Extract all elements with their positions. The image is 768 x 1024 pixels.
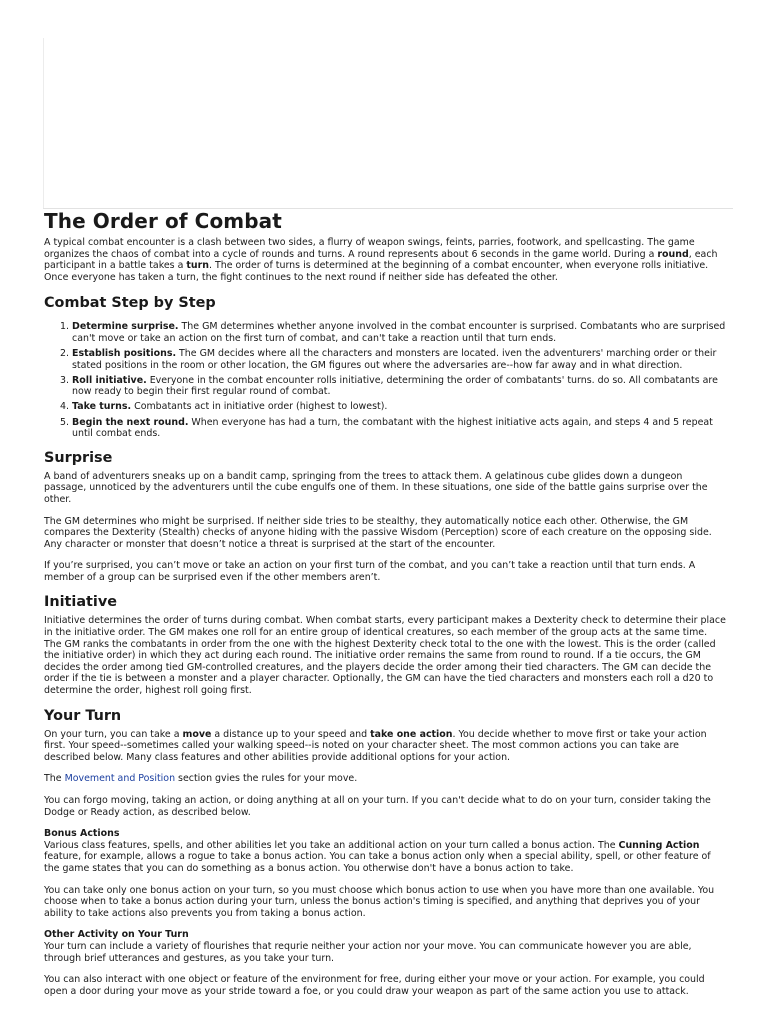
heading-your-turn: Your Turn (44, 707, 122, 724)
intro-paragraph (44, 237, 726, 283)
heading-initiative: Initiative (44, 594, 118, 611)
other-activity-paragraph: You can also interact with one object or feature of the environment for free, during either your move or your action. For example, you could open a door during your move as your stride toward a foe, or you could draw your weapon as part of the same action you use to attack. (44, 974, 705, 997)
step-text: When everyone has had a turn, the combatant with the highest initiative acts again, and steps 4 and 5 repeat until combat ends. (72, 416, 713, 440)
intro-text: , each participant in a battle takes a (44, 248, 718, 272)
heading-combat-step-by-step: Combat Step by Step (44, 295, 216, 312)
step-text: The GM decides where all the characters and monsters are located. iven the adventurers' marching order or their stated positions in the room or other location, the GM figures out where the adversaries are--how far away and in what direction. (72, 348, 717, 371)
movement-and-position-link[interactable]: Movement and Position (64, 773, 176, 785)
your-turn-text: On your turn, you can take a (44, 728, 183, 740)
intro-text: A typical combat encounter is a clash between two sides, a flurry of weapon swings, feints, parries, footwork, and spellcasting. The game organizes the chaos of combat into a cycle of rounds and turns. A round represents about 6 seconds in the game world. During a (44, 237, 695, 260)
movement-reference-paragraph (44, 773, 726, 785)
initiative-paragraph: Initiative determines the order of turns during combat. When combat starts, every participant makes a Dexterity check to determine their place in the initiative order. The GM makes one roll for an entire group of identical creatures, so each member of the group acts at the same time. The GM ranks the combatants in order from the one with the highest Dexterity check total to the one with the lowest. This is the order (called the initiative order) in which they act during each round. The initiative order remains the same from round to round. If a tie occurs, the GM decides the order among tied GM-controlled creatures, and the players decide the order among their tied characters. The GM can decide the order if the tie is between a monster and a player character. Optionally, the GM can have the tied characters and monsters each roll a d20 to determine the order, highest roll going first. (44, 615, 726, 697)
other-activity-paragraph: Your turn can include a variety of flourishes that requrie neither your action nor your move. You can communicate however you are able, through brief utterances and gestures, as you take your turn. (44, 940, 692, 964)
your-turn-paragraph (44, 729, 726, 764)
bonus-text: Various class features, spells, and other abilities let you take an additional action on your turn called a bonus action. The (44, 839, 619, 851)
your-turn-text: . You decide whether to move first or take your action first. Your speed--sometimes called your walking speed--is noted on your character sheet. The most common actions you can take are described below. Many class features and other abilities provide additional options for your action. (44, 728, 707, 763)
list-item (72, 321, 726, 344)
step-text: The GM determines whether anyone involved in the combat encounter is surprised. Combatants who are surprised can't move or take an action on the first turn of combat, and can't take a reaction until that turn ends. (72, 321, 726, 344)
subheading-other-activity: Other Activity on Your Turn (44, 929, 189, 941)
step-label: Take turns. (72, 401, 132, 413)
list-item (72, 375, 726, 398)
step-label: Establish positions. (72, 348, 177, 360)
bonus-text: feature, for example, allows a rogue to take a bonus action. You can take a bonus action only when a special ability, spell, or other feature of the game states that you can do something as a bonus action. You otherwise don't have a bonus action to take. (44, 851, 711, 874)
your-turn-text: a distance up to your speed and (211, 728, 371, 740)
page-title: The Order of Combat (44, 209, 282, 233)
reference-text: section gvies the rules for your move. (175, 773, 358, 785)
reference-text: The (44, 773, 65, 785)
bonus-actions-paragraph: You can take only one bonus action on your turn, so you must choose which bonus action to use when you have more than one available. You choose when to take a bonus action during your turn, unless the bonus action's timing is specified, and anything that deprives you of your ability to take actions also prevents you from taking a bonus action. (44, 884, 715, 919)
bold-cunning-action: Cunning Action (618, 839, 700, 851)
combat-steps-list (44, 321, 726, 439)
surprise-paragraph: The GM determines who might be surprised. If neither side tries to be stealthy, they automatically notice each other. Otherwise, the GM compares the Dexterity (Stealth) checks of anyone hiding with the passive Wisdom (Perception) score of each creature on the opposing side. Any character or monster that doesn’t notice a threat is surprised at the start of the encounter. (44, 515, 712, 550)
bold-take-one-action: take one action (370, 728, 453, 740)
step-label: Roll initiative. (72, 374, 147, 386)
step-label: Determine surprise. (72, 321, 179, 333)
list-item (72, 401, 726, 413)
subheading-bonus-actions: Bonus Actions (44, 828, 120, 840)
step-text: Everyone in the combat encounter rolls initiative, determining the order of combatants' turns. do so. All combatants are now ready to begin their first regular round of combat. (72, 374, 718, 398)
step-text: Combatants act in initiative order (highest to lowest). (131, 401, 388, 413)
intro-bold-round: round (657, 248, 689, 260)
intro-bold-turn: turn (186, 260, 209, 272)
surprise-paragraph: If you’re surprised, you can’t move or take an action on your first turn of the combat, and you can’t take a reaction until that turn ends. A member of a group can be surprised even if the other members aren’t. (44, 560, 696, 583)
document-body (44, 208, 726, 997)
bonus-actions-paragraph (44, 840, 726, 875)
list-item (72, 348, 726, 371)
surprise-paragraph: A band of adventurers sneaks up on a bandit camp, springing from the trees to attack them. A gelatinous cube glides down a dungeon passage, unnoticed by the adventurers until the cube engulfs one of them. In these situations, one side of the battle gains surprise over the other. (44, 470, 708, 505)
step-label: Begin the next round. (72, 416, 189, 428)
forgo-paragraph: You can forgo moving, taking an action, or doing anything at all on your turn. If you can't decide what to do on your turn, consider taking the Dodge or Ready action, as described below. (44, 795, 711, 818)
intro-text: . The order of turns is determined at the beginning of a combat encounter, when everyone rolls initiative. Once everyone has taken a turn, the fight continues to the next round if neither side has defeated the other. (44, 260, 709, 283)
list-item (72, 417, 726, 440)
page-frame-left-edge (43, 38, 44, 208)
heading-surprise: Surprise (44, 449, 113, 466)
bold-move: move (182, 728, 212, 740)
